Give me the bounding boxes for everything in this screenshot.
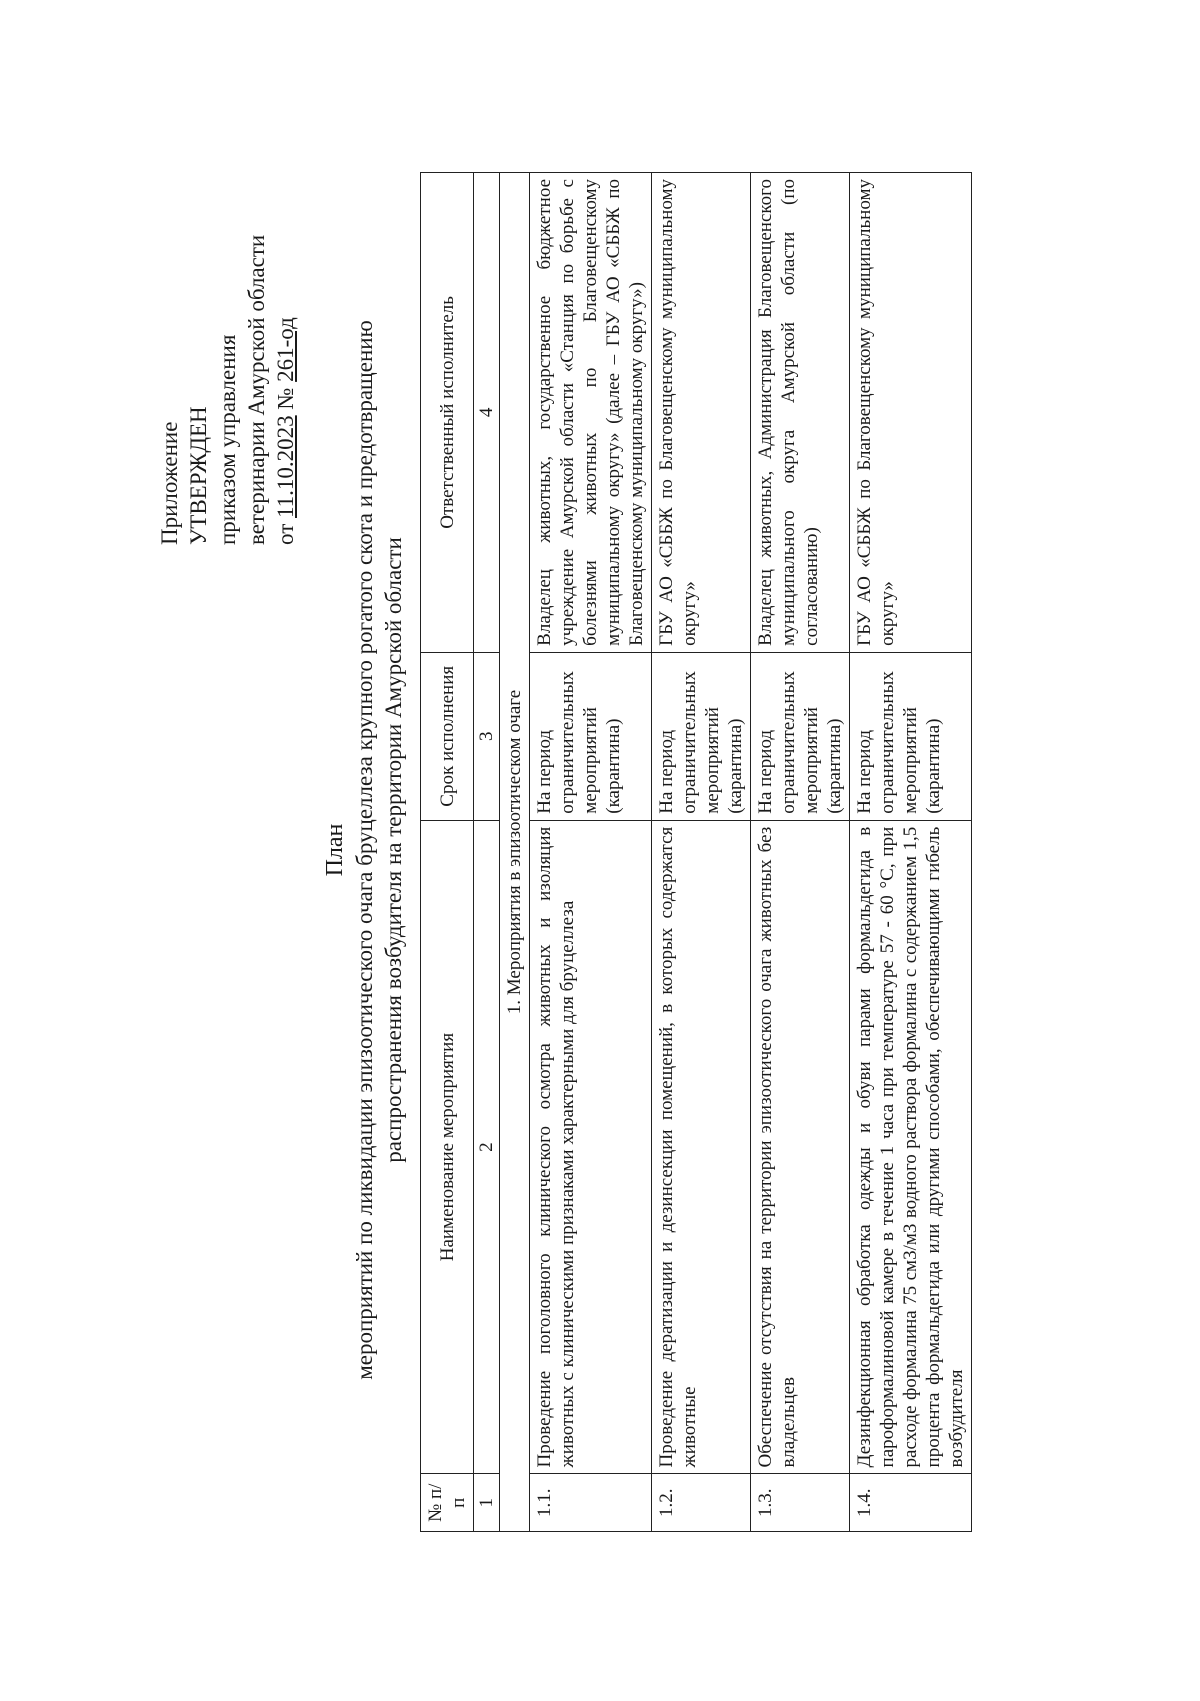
measure-term: На период ограничительных мероприятий (карантина): [751, 652, 850, 820]
header-number: № п/п: [421, 1474, 474, 1532]
table-row: [751, 173, 850, 1532]
header-term: Срок исполнения: [421, 652, 474, 820]
approval-order-label: приказом управления: [215, 334, 240, 545]
measure-executor: ГБУ АО «СББЖ по Благовещенскому муниципальному округу»: [652, 173, 751, 653]
measure-term: На период ограничительных мероприятий (карантина): [530, 652, 652, 820]
column-number: 4: [474, 173, 500, 653]
section-heading: 1. Мероприятия в эпизоотическом очаге: [500, 173, 530, 1532]
row-number: 1.1.: [530, 1474, 652, 1532]
appendix-label: Приложение: [157, 421, 182, 545]
column-number-row: [474, 173, 500, 1532]
order-date: 11.10.2023: [273, 415, 298, 518]
plan-title: [320, 50, 408, 1650]
measure-name: Обеспечение отсутствия на территории эпизоотического очага животных без владельцев: [751, 820, 850, 1474]
plan-subtitle-line1: мероприятий по ликвидации эпизоотического очага бруцеллеза крупного рогатого скота и предотвращению: [352, 320, 377, 1380]
row-number: 1.4.: [850, 1474, 972, 1532]
table-row: [652, 173, 751, 1532]
table-row: [530, 173, 652, 1532]
measure-executor: Владелец животных, государственное бюджетное учреждение Амурской области «Станция по борьбе с болезнями животных по Благовещенскому муниципальному округу» (далее – ГБУ АО «СББЖ по Благовещенскому муниципальному округу»): [530, 173, 652, 653]
measure-name: Проведение дератизации и дезинсекции помещений, в которых содержатся животные: [652, 820, 751, 1474]
row-number: 1.2.: [652, 1474, 751, 1532]
header-executor: Ответственный исполнитель: [421, 173, 474, 653]
header-measure-name: Наименование мероприятия: [421, 820, 474, 1474]
approval-date-line: [271, 235, 300, 545]
section-row: [500, 173, 530, 1532]
measure-term: На период ограничительных мероприятий (карантина): [652, 652, 751, 820]
row-number: 1.3.: [751, 1474, 850, 1532]
column-number: 1: [474, 1474, 500, 1532]
order-number: 261-од: [273, 317, 298, 382]
measure-term: На период ограничительных мероприятий (карантина): [850, 652, 972, 820]
document-page: [50, 50, 1150, 1650]
date-prefix: от: [273, 518, 298, 545]
table-header-row: [421, 173, 474, 1532]
measure-executor: ГБУ АО «СББЖ по Благовещенскому муниципальному округу»: [850, 173, 972, 653]
plan-heading: План: [322, 823, 348, 877]
column-number: 2: [474, 820, 500, 1474]
measures-table: [420, 172, 972, 1532]
column-number: 3: [474, 652, 500, 820]
approval-authority: ветеринарии Амурской области: [244, 234, 269, 545]
measure-name: Дезинфекционная обработка одежды и обуви парами формальдегида в пароформалиновой камере в течение 1 часа при температуре 57 - 60 °С, при расходе формалина 75 см3/м3 водного раствора формалина с содержанием 1,5 процента формальдегида или другими способами, обеспечивающими гибель возбудителя: [850, 820, 972, 1474]
number-prefix: №: [273, 381, 298, 416]
measure-name: Проведение поголовного клинического осмотра животных и изоляция животных с клиническими признаками характерными для бруцеллеза: [530, 820, 652, 1474]
approval-stamp: [155, 235, 300, 545]
table-row: [850, 173, 972, 1532]
approved-label: УТВЕРЖДЕН: [186, 406, 211, 545]
measure-executor: Владелец животных, Администрация Благовещенского муниципального округа Амурской области (по согласованию): [751, 173, 850, 653]
plan-subtitle-line2: распространения возбудителя на территории Амурской области: [381, 537, 406, 1163]
